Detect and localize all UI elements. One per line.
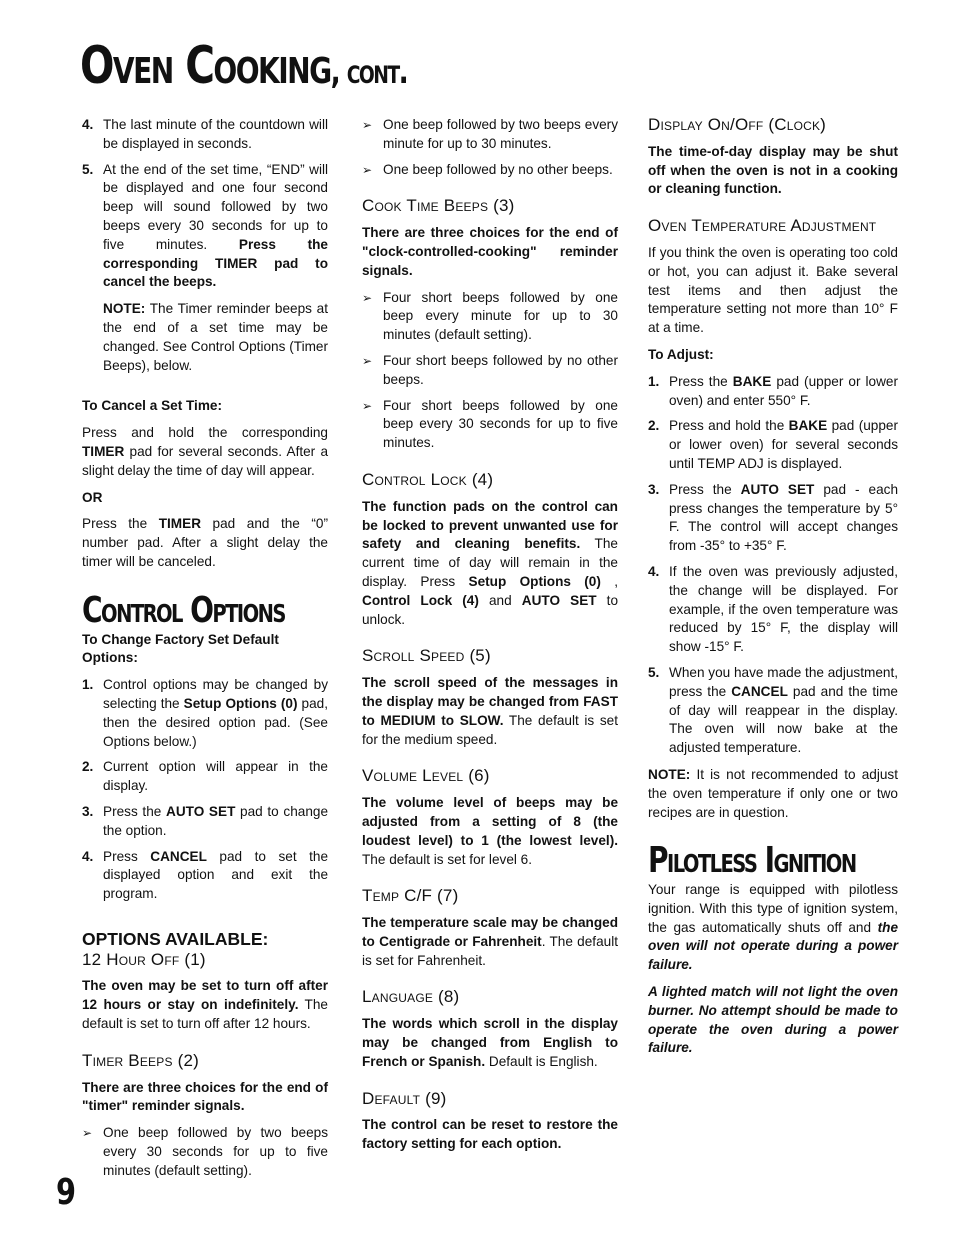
list-item: ➢ One beep followed by no other beeps. [362,161,618,180]
list-item: ➢ One beep followed by two beeps every minute for up to 30 minutes. [362,117,618,151]
scroll-speed-text: The scroll speed of the messages in the display may be changed from FAST to MEDIUM to SLOW. The default is set for the medium speed. [362,675,618,747]
list-item: 4. Press CANCEL pad to set the displayed option and exit the program. [82,848,328,902]
display-on-off-text: The time-of-day display may be shut off when the oven is not in a cooking or cleaning function. [648,143,898,197]
page-number: 9 [56,1172,77,1213]
page-title [80,36,407,96]
change-steps-list [82,676,328,904]
temp-cf-text: The temperature scale may be changed to Centigrade or Fahrenheit. The default is set for Fahrenheit. [362,915,618,968]
list-item: 3. Press the AUTO SET pad to change the option. [82,803,329,838]
arrow-icon: ➢ [362,290,373,305]
temp-cf-heading: Temp C/F (7) [362,886,459,906]
page-title-main: Oven Cooking [80,36,331,96]
list-item [82,116,328,154]
control-options-heading: Control Options [82,589,285,631]
control-lock-heading: Control Lock (4) [362,469,494,489]
default-heading: Default (9) [362,1088,447,1108]
oven-temp-adjust-heading: Oven Temperature Adjustment [648,216,877,236]
list-item: 1. Press the BAKE pad (upper or lower oven) and enter 550° F. [648,373,899,408]
control-lock-text: The function pads on the control can be locked to prevent unwanted use for safety and cleaning benefits. The current time of day will remain in the display. Press Setup Options (0) , Control Lock (4) and AUTO SET to unlock. [362,498,619,627]
list-text: At the end of the set time, “END” will be displayed and one four second beep will sound followed by two beeps every 30 seconds for up to five minutes. [103,161,328,252]
list-number: 4. [82,117,94,132]
language-heading: Language (8) [362,987,460,1007]
hour-off-heading: 12 Hour Off (1) [82,949,206,969]
list-item: 4. If the oven was previously adjusted, the change will be displayed. For example, if the oven temperature was reduced by 15° F, the display will show -15° F. [648,563,898,655]
page-title-suffix: , cont. [330,52,408,92]
timer-beeps-list [82,1124,328,1180]
to-adjust-heading: To Adjust: [648,346,714,362]
list-item: ➢ Four short beeps followed by one beep every 30 seconds for up to five minutes. [362,397,618,451]
or-label: OR [82,489,103,505]
language-text: The words which scroll in the display may be changed from English to French or Spanish. Default is English. [362,1016,618,1069]
timer-beeps-intro: There are three choices for the end of "timer" reminder signals. [82,1079,328,1114]
list-item: ➢ One beep followed by two beeps every 30 seconds for up to five minutes (default setting). [82,1125,328,1178]
adjust-note: NOTE: It is not recommended to adjust the oven temperature if only one or two recipes are in question. [648,766,898,820]
cook-time-list [362,289,618,453]
list-item: 2. Current option will appear in the display. [82,759,328,794]
timer-note [82,300,328,375]
oven-temp-adjust-text: If you think the oven is operating too cold or hot, you can adjust it. Bake several test items and then adjust the temperature setting not more than 10° F at a time. [648,244,898,336]
list-text-bold: Press the corresponding TIMER pad to cancel the beeps. [103,236,328,290]
list-item: ➢ Four short beeps followed by one beep every minute for up to 30 minutes (default setting). [362,289,618,343]
list-number: 5. [82,161,94,177]
cancel-paragraph-2: Press the TIMER pad and the “0” number pad. After a slight delay the timer will be canceled. [82,516,329,569]
list-item: 3. Press the AUTO SET pad - each press changes the temperature by 5° F. The control will accept changes from -35° to +35° F. [648,481,899,554]
pilotless-text: Your range is equipped with pilotless ignition. With this type of ignition system, the gas automatically shuts off and the oven will not operate during a power failure. [648,882,898,973]
timer-beeps-heading: Timer Beeps (2) [82,1050,199,1070]
list-item: 5. When you have made the adjustment, press the CANCEL pad and the time of day will reappear in the display. The oven will now bake at the adjusted temperature. [648,664,898,756]
change-defaults-heading: To Change Factory Set Default Options: [82,631,279,666]
pilotless-warning: A lighted match will not light the oven burner. No attempt should be made to operate the oven during a power failure. [648,984,898,1056]
cook-time-beeps-heading: Cook Time Beeps (3) [362,196,515,216]
cancel-heading: To Cancel a Set Time: [82,398,223,414]
pilotless-ignition-heading: Pilotless Ignition [648,840,856,882]
arrow-icon: ➢ [362,162,373,177]
hour-off-text: The oven may be set to turn off after 12 hours or stay on indefinitely. The default is set to turn off after 12 hours. [82,978,328,1032]
cancel-paragraph-1: Press and hold the corresponding TIMER pad for several seconds. After a slight delay the time of day will appear. [82,425,328,478]
adjust-steps-list [648,373,898,758]
list-item [82,161,328,293]
volume-level-text: The volume level of beeps may be adjusted from a setting of 8 (the loudest level) to 1 (the lowest level). The default is set for level 6. [362,795,618,867]
arrow-icon: ➢ [362,398,373,413]
default-text: The control can be reset to restore the factory setting for each option. [362,1117,618,1152]
display-on-off-heading: Display On/Off (Clock) [648,115,827,134]
timer-beeps-list-cont [362,116,618,179]
volume-level-heading: Volume Level (6) [362,766,490,786]
note-label: NOTE: [103,301,146,317]
countdown-list [82,116,328,292]
list-item: 2. Press and hold the BAKE pad (upper or lower oven) for several seconds until TEMP ADJ is displayed. [648,418,898,471]
arrow-icon: ➢ [362,353,373,368]
scroll-speed-heading: Scroll Speed (5) [362,646,491,666]
column-middle [362,116,618,1162]
list-item: ➢ Four short beeps followed by no other beeps. [362,352,618,387]
list-item: 1. Control options may be changed by selecting the Setup Options (0) pad, then the desired option pad. (See Options below.) [82,677,328,749]
cook-time-intro: There are three choices for the end of "clock-controlled-cooking" reminder signals. [362,225,618,278]
note-text: The Timer reminder beeps at the end of a set time may be changed. See Control Options (Timer Beeps), below. [103,301,328,373]
arrow-icon: ➢ [82,1126,93,1141]
options-available-heading: OPTIONS AVAILABLE: [82,928,269,949]
arrow-icon: ➢ [362,118,373,132]
column-left [82,116,328,1189]
column-right [648,116,898,1066]
list-text: The last minute of the countdown will be displayed in seconds. [103,117,328,151]
